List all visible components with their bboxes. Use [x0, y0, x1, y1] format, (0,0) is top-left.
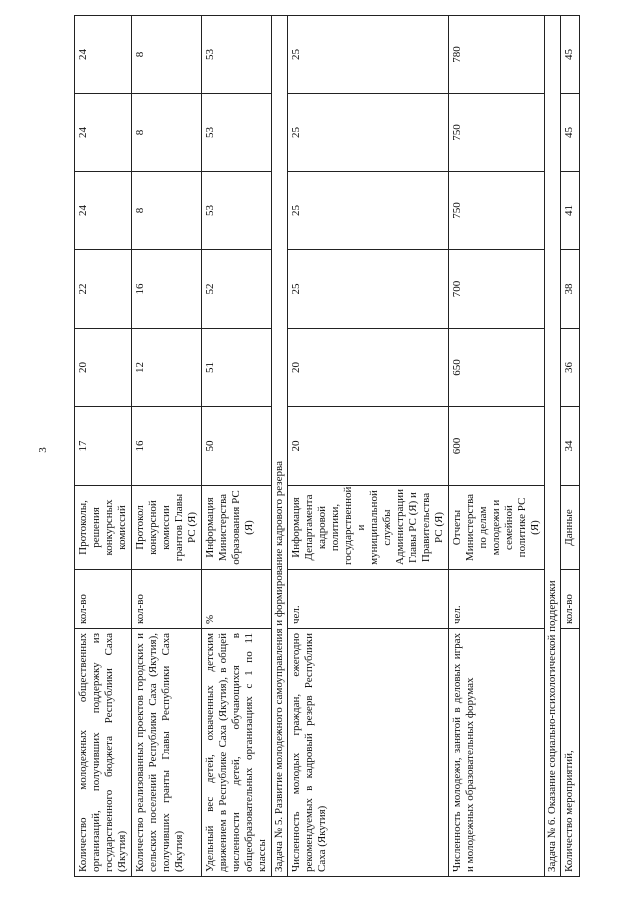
table-row [202, 16, 272, 877]
value-cell: 24 [75, 94, 132, 172]
value-cell: 750 [449, 94, 545, 172]
unit-cell: чел. [288, 570, 449, 629]
value-cell: 50 [202, 407, 272, 486]
value-cell: 53 [202, 94, 272, 172]
value-cell: 25 [288, 94, 449, 172]
value-cell: 17 [75, 407, 132, 486]
source-cell: Информация Департамента кадровой политики, государственной и муниципальной службы Администрации Главы РС (Я) и Правительства РС (Я) [288, 486, 449, 570]
value-cell: 16 [132, 250, 202, 329]
value-cell: 16 [132, 407, 202, 486]
table-row [561, 16, 580, 877]
value-cell: 600 [449, 407, 545, 486]
unit-cell: кол-во [561, 570, 580, 629]
value-cell: 650 [449, 329, 545, 407]
source-cell: Информация Министерства образования РС (Я) [202, 486, 272, 570]
value-cell: 700 [449, 250, 545, 329]
source-cell: Отчеты Министерства по делам молодежи и семейной политике РС (Я) [449, 486, 545, 570]
value-cell: 25 [288, 16, 449, 94]
value-cell: 25 [288, 250, 449, 329]
indicator-cell: Количество реализованных проектов городских и сельских поселений Республики Саха (Якутия), получивших гранты Главы Республики Саха (Якутия) [132, 629, 202, 877]
value-cell: 24 [75, 16, 132, 94]
task-header-row [545, 16, 561, 877]
table-row [132, 16, 202, 877]
value-cell: 51 [202, 329, 272, 407]
source-cell: Данные [561, 486, 580, 570]
value-cell: 22 [75, 250, 132, 329]
value-cell: 45 [561, 94, 580, 172]
unit-cell: кол-во [75, 570, 132, 629]
unit-cell: кол-во [132, 570, 202, 629]
value-cell: 780 [449, 16, 545, 94]
indicator-cell: Количество мероприятий, [561, 629, 580, 877]
indicator-cell: Удельный вес детей, охваченных детским движением в Республике Саха (Якутия), в общей численности детей, обучающихся в общеобразовательных организациях с 1 по 11 классы [202, 629, 272, 877]
value-cell: 38 [561, 250, 580, 329]
task-heading: Задача № 6. Оказание социально-психологической поддержки [545, 16, 561, 877]
source-cell: Протокол конкурсной комиссии грантов Главы РС (Я) [132, 486, 202, 570]
unit-cell: % [202, 570, 272, 629]
value-cell: 12 [132, 329, 202, 407]
value-cell: 20 [75, 329, 132, 407]
value-cell: 25 [288, 172, 449, 250]
source-cell: Протоколы, решения конкурсных комиссий [75, 486, 132, 570]
value-cell: 8 [132, 16, 202, 94]
rotated-page-content [74, 16, 634, 877]
value-cell: 53 [202, 172, 272, 250]
value-cell: 53 [202, 16, 272, 94]
value-cell: 8 [132, 172, 202, 250]
value-cell: 8 [132, 94, 202, 172]
indicator-cell: Численность молодых граждан, ежегодно рекомендуемых в кадровый резерв Республики Саха (Якутия) [288, 629, 449, 877]
indicator-cell: Количество молодежных общественных организаций, получивших поддержку из государственного бюджета Республики Саха (Якутия) [75, 629, 132, 877]
indicator-cell: Численность молодежи, занятой в деловых играх и молодежных образовательных форумах [449, 629, 545, 877]
task-header-row [272, 16, 288, 877]
task-heading: Задача № 5. Развитие молодежного самоуправления и формирование кадрового резерва [272, 16, 288, 877]
value-cell: 41 [561, 172, 580, 250]
value-cell: 20 [288, 407, 449, 486]
unit-cell: чел. [449, 570, 545, 629]
value-cell: 34 [561, 407, 580, 486]
value-cell: 36 [561, 329, 580, 407]
table-row [75, 16, 132, 877]
value-cell: 20 [288, 329, 449, 407]
page-number: 3 [36, 447, 49, 453]
value-cell: 750 [449, 172, 545, 250]
table-row [288, 16, 449, 877]
indicators-table [74, 15, 580, 877]
value-cell: 52 [202, 250, 272, 329]
table-row [449, 16, 545, 877]
value-cell: 45 [561, 16, 580, 94]
value-cell: 24 [75, 172, 132, 250]
